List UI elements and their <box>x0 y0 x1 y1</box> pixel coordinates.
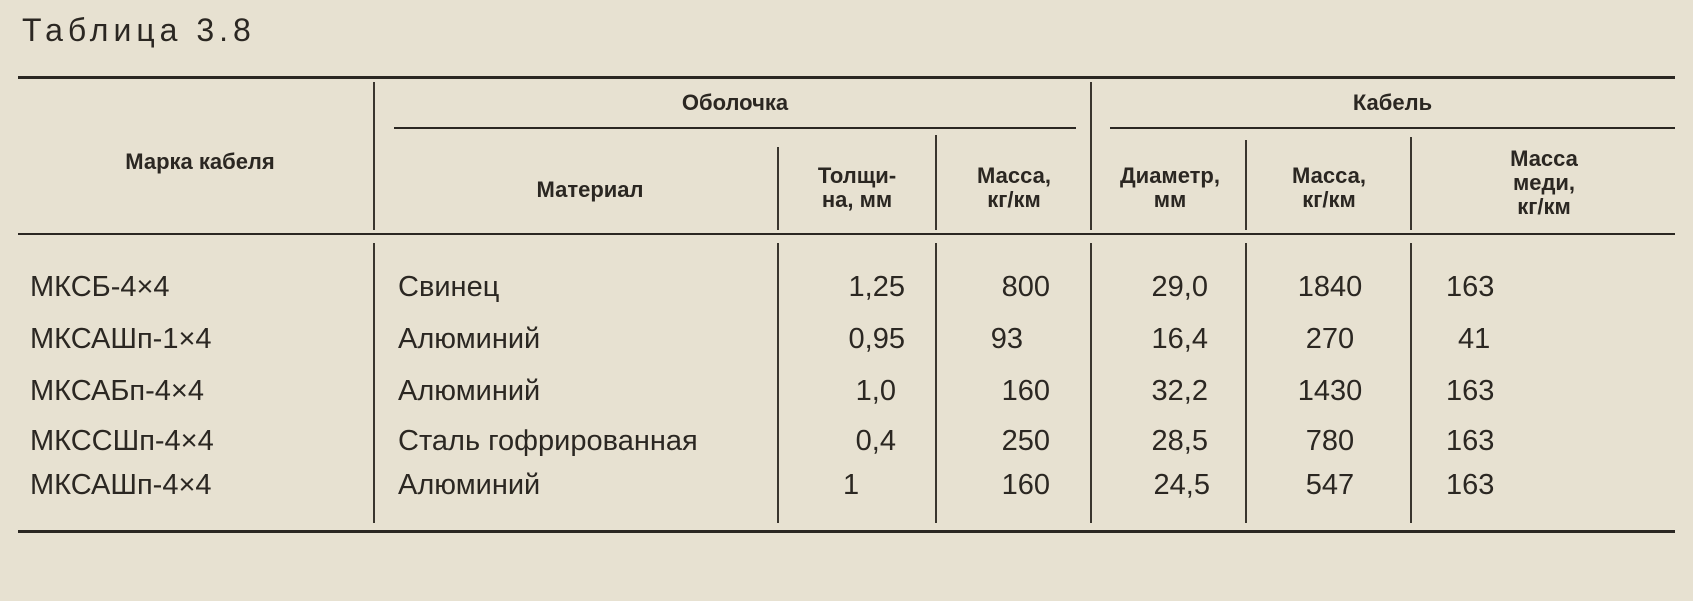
header-thickness-line2: на, мм <box>821 187 893 212</box>
cell-material: Алюминий <box>398 375 541 407</box>
cell-brand: МКСБ-4×4 <box>30 271 170 303</box>
header-thickness-line1: Толщи- <box>817 163 897 188</box>
header-diameter-line1: Диаметр, <box>1120 163 1220 188</box>
header-sheath-mass-line1: Масса, <box>977 163 1051 188</box>
cell-cable-mass: 270 <box>1305 323 1355 355</box>
cell-diameter: 28,5 <box>1151 425 1208 457</box>
cell-thickness: 1,0 <box>855 375 896 407</box>
header-copper-mass-line3: кг/км <box>1517 194 1571 219</box>
cell-thickness: 1,25 <box>848 271 905 303</box>
cell-brand: МКСАШп-1×4 <box>30 323 212 355</box>
cell-thickness: 0,95 <box>848 323 905 355</box>
header-cable-mass-line1: Масса, <box>1292 163 1366 188</box>
cell-sheath-mass: 93 <box>990 323 1023 355</box>
header-thickness <box>782 150 932 226</box>
cell-copper-mass: 41 <box>1458 323 1491 355</box>
cell-copper-mass: 163 <box>1446 375 1495 407</box>
cell-cable-mass: 780 <box>1305 425 1355 457</box>
cell-cable-mass: 1840 <box>1297 271 1363 303</box>
cell-thickness: 1 <box>843 469 860 501</box>
cell-diameter: 16,4 <box>1151 323 1208 355</box>
divider-thickness-body <box>935 243 937 523</box>
cell-copper-mass: 163 <box>1446 425 1495 457</box>
header-sheath-mass <box>940 150 1088 226</box>
cell-material: Алюминий <box>398 469 541 501</box>
header-bottom-rule <box>18 233 1675 235</box>
cell-sheath-mass: 800 <box>1001 271 1050 303</box>
divider-diameter-body <box>1245 243 1247 523</box>
cell-brand: МКССШп-4×4 <box>30 425 214 457</box>
header-diameter-line2: мм <box>1153 187 1187 212</box>
divider-cable-mass <box>1410 137 1412 230</box>
divider-material <box>777 147 779 230</box>
cell-cable-mass: 1430 <box>1297 375 1363 407</box>
cell-copper-mass: 163 <box>1446 271 1495 303</box>
top-rule <box>18 76 1675 79</box>
cell-cable-mass: 547 <box>1305 469 1355 501</box>
cell-material: Сталь гофрированная <box>398 425 698 457</box>
bottom-rule <box>18 530 1675 533</box>
cell-diameter: 24,5 <box>1153 469 1210 501</box>
cell-sheath-mass: 160 <box>1001 469 1050 501</box>
header-brand: Марка кабеля <box>125 149 275 174</box>
table-caption: Таблица 3.8 <box>22 12 256 48</box>
cable-group-rule <box>1110 127 1675 129</box>
header-cable-mass <box>1250 150 1408 226</box>
header-diameter <box>1096 150 1244 226</box>
divider-group <box>1090 82 1092 230</box>
sheath-group-rule <box>394 127 1076 129</box>
header-copper-mass-line2: меди, <box>1512 170 1576 195</box>
cell-diameter: 29,0 <box>1151 271 1208 303</box>
divider-material-body <box>777 243 779 523</box>
header-copper-mass <box>1414 136 1674 230</box>
cell-material: Алюминий <box>398 323 541 355</box>
header-sheath-mass-line2: кг/км <box>987 187 1041 212</box>
divider-group-body <box>1090 243 1092 523</box>
cell-brand: МКСАШп-4×4 <box>30 469 212 501</box>
header-cable: Кабель <box>1352 90 1433 115</box>
divider-cable-mass-body <box>1410 243 1412 523</box>
divider-brand-body <box>373 243 375 523</box>
header-copper-mass-line1: Масса <box>1510 146 1578 171</box>
cell-copper-mass: 163 <box>1446 469 1495 501</box>
cell-material: Свинец <box>398 271 500 303</box>
cell-thickness: 0,4 <box>855 425 896 457</box>
cell-sheath-mass: 160 <box>1001 375 1050 407</box>
header-material: Материал <box>536 177 644 202</box>
divider-thickness <box>935 135 937 230</box>
header-sheath: Оболочка <box>681 90 789 115</box>
cell-diameter: 32,2 <box>1151 375 1208 407</box>
cell-sheath-mass: 250 <box>1001 425 1050 457</box>
divider-diameter <box>1245 140 1247 230</box>
cell-brand: МКСАБп-4×4 <box>30 375 204 407</box>
header-cable-mass-line2: кг/км <box>1302 187 1356 212</box>
divider-brand <box>373 82 375 230</box>
